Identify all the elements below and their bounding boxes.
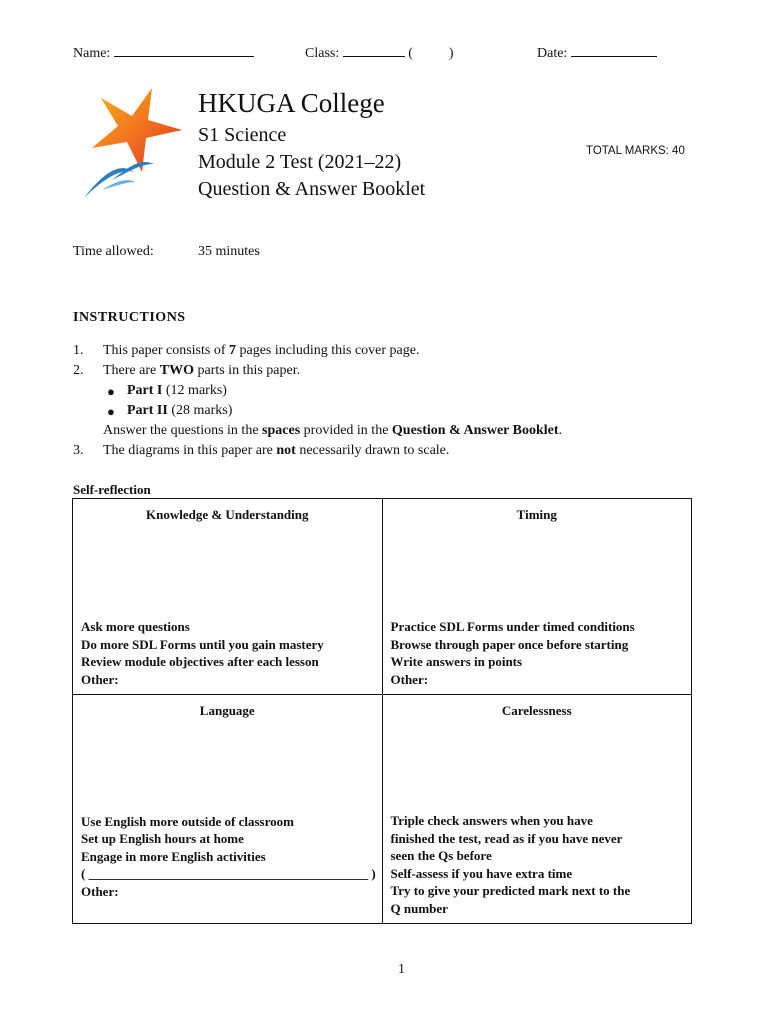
list-item: Use English more outside of classroom — [81, 813, 294, 829]
reflection-cell-knowledge[interactable] — [73, 499, 383, 695]
reflection-cell-timing[interactable] — [382, 499, 692, 695]
part-i-item: Part I (12 marks) — [127, 383, 227, 398]
cell-title: Timing — [516, 507, 557, 522]
bullet-icon: ● — [107, 404, 115, 419]
list-item: Set up English hours at home — [81, 831, 244, 846]
list-item: Triple check answers when you have — [390, 813, 593, 828]
class-field[interactable] — [305, 43, 454, 62]
class-number-open: ( — [408, 46, 413, 61]
reflection-cell-carelessness[interactable] — [382, 695, 692, 924]
date-field[interactable] — [537, 43, 657, 62]
list-item: Other: — [81, 671, 119, 687]
instruction-item-3: 3. The diagrams in this paper are not necessarily drawn to scale. — [73, 443, 450, 458]
bullet-icon: ● — [107, 384, 115, 399]
list-item: Ask more questions — [81, 619, 190, 634]
list-item: Practice SDL Forms under timed conditions — [390, 619, 635, 634]
name-blank[interactable] — [114, 43, 254, 57]
instruction-item-1: 1. This paper consists of 7 pages including this cover page. — [73, 343, 420, 358]
time-allowed-value: 35 minutes — [198, 244, 260, 259]
subject-title: S1 Science — [198, 124, 287, 146]
list-item[interactable]: ( ___________________________________________ ) — [81, 866, 376, 881]
list-item: Self-assess if you have extra time — [390, 865, 573, 881]
list-item: Other: — [81, 883, 119, 899]
booklet-title: Question & Answer Booklet — [198, 178, 426, 200]
cell-title: Carelessness — [501, 703, 572, 718]
class-label: Class: — [305, 46, 340, 61]
cell-title: Language — [199, 703, 255, 718]
school-logo — [82, 86, 190, 208]
list-item: finished the test, read as if you have never — [390, 830, 623, 846]
instruction-item-2: 2. There are TWO parts in this paper. — [73, 363, 301, 378]
time-allowed-label: Time allowed: — [73, 244, 154, 259]
reflection-cell-language[interactable] — [73, 695, 383, 924]
test-title: Module 2 Test (2021–22) — [198, 151, 402, 173]
part-ii-item: Part II (28 marks) — [127, 403, 233, 418]
date-blank[interactable] — [571, 43, 657, 57]
date-label: Date: — [537, 46, 568, 61]
cell-title: Knowledge & Understanding — [145, 507, 309, 522]
list-item: Other: — [390, 671, 429, 687]
class-blank[interactable] — [343, 43, 405, 57]
list-item: Browse through paper once before starting — [390, 636, 629, 652]
list-item: seen the Qs before — [390, 848, 492, 863]
class-number-close: ) — [448, 46, 454, 61]
answer-instruction: Answer the questions in the spaces provided in the Question & Answer Booklet. — [103, 423, 563, 438]
list-item: Try to give your predicted mark next to the — [390, 883, 631, 898]
self-reflection-heading: Self-reflection — [73, 482, 151, 497]
list-item: Q number — [390, 900, 448, 916]
school-name: HKUGA College — [198, 88, 385, 118]
total-marks: TOTAL MARKS: 40 — [586, 145, 685, 157]
instructions-heading: INSTRUCTIONS — [73, 310, 186, 325]
list-item: Do more SDL Forms until you gain mastery — [81, 636, 324, 652]
self-reflection-table — [72, 498, 692, 924]
name-field[interactable] — [73, 43, 254, 62]
list-item: Engage in more English activities — [81, 848, 266, 864]
list-item: Write answers in points — [390, 654, 523, 669]
name-label: Name: — [73, 46, 111, 61]
list-item: Review module objectives after each lesson — [81, 654, 319, 669]
page-number: 1 — [398, 962, 405, 977]
